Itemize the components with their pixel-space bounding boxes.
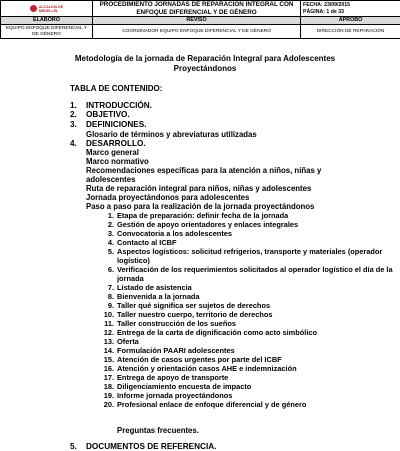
step-number: 2. [107,220,114,229]
seal-icon [30,5,37,12]
toc-list [70,101,152,129]
preguntas-frecuentes: Preguntas frecuentes. [117,426,199,435]
step-number: 8. [107,292,114,301]
step-text: Taller nuestro cuerpo, territorio de derechos [117,310,273,319]
subitem-recomendaciones: Recomendaciones específicas para la atención a niños, niñas y [86,166,322,175]
role-reviso: REVISÓ [93,17,301,25]
step-text: Profesional enlace de enfoque diferencial y de género [117,400,307,409]
name-reviso: COORDINADOR EQUIPO ENFOQUE DIFERENCIAL Y DE GÉNERO [93,25,301,39]
step-item [102,355,400,364]
toc-section-2: 2. OBJETIVO. [70,110,130,120]
toc-list-desarrollo [70,139,146,148]
subitem-marco-general: Marco general [86,148,139,157]
subitem-jornada: Jornada proyectándonos para adolescentes [86,193,250,202]
step-number: 13. [103,337,114,346]
toc-section-4: 4. DESARROLLO. [70,139,146,148]
step-text: Convocatoria a los adolescentes [117,229,233,238]
step-item [102,238,400,247]
logo-cell [1,1,93,17]
name-elaboro: EQUIPO ENFOQUE DIFERENCIAL Y DE GÉNERO [1,25,93,39]
step-text: Entrega de la carta de dignificación como acto simbólico [117,328,318,337]
step-item [102,337,400,346]
toc-section-1: 1. INTRODUCCIÓN. [70,101,152,110]
subitem-paso-a-paso: Paso a paso para la realización de la jornada proyectándonos [86,202,315,211]
step-text: Taller construcción de los sueños [117,319,236,328]
role-elaboro: ELABORÓ [1,17,93,25]
step-number: 5. [107,247,114,256]
step-number: 16. [103,364,114,373]
step-number: 7. [107,283,114,292]
step-number: 11. [104,319,114,328]
step-number: 3. [107,229,114,238]
steps-list [86,211,400,409]
step-text: Etapa de preparación: definir fecha de la jornada [117,211,289,220]
step-text: Verificación de los requerimientos solicitados al operador logístico el día de la jornada [117,265,393,283]
toc-section-5: 5. DOCUMENTOS DE REFERENCIA. [70,442,217,451]
subitem-marco-normativo: Marco normativo [86,157,149,166]
document-header [0,0,400,39]
step-text: Aspectos logísticos: solicitud refrigerios, transporte y materiales (operador logístico) [117,247,383,265]
step-text: Entrega de apoyo de transporte [117,373,229,382]
alcaldia-logo [3,5,90,13]
step-text: Informe jornada proyectándonos [117,391,233,400]
step-item [102,211,400,220]
step-item [102,292,400,301]
step-text: Atención y orientación casos AHE e indemnización [117,364,297,373]
step-text: Oferta [117,337,139,346]
desarrollo-subitems [70,148,400,409]
step-number: 14. [103,346,114,355]
subitem-recomendaciones-cont: adolescentes [86,175,136,184]
step-item [102,364,400,373]
toc-section-3: 3. DEFINICIONES. [70,119,147,129]
step-item [102,346,400,355]
step-item [102,382,400,391]
step-text: Bienvenida a la jornada [117,292,200,301]
step-number: 1. [107,211,114,220]
step-text: Contacto al ICBF [117,238,177,247]
procedure-title: PROCEDIMIENTO JORNADAS DE REPARACIÓN INTEGRAL CON ENFOQUE DIFERENCIAL Y DE GÉNERO [93,1,301,17]
step-number: 4. [107,238,114,247]
step-number: 17. [103,373,114,382]
step-item [102,400,400,409]
step-text: Formulación PAARI adolescentes [117,346,235,355]
definiciones-subitem: Glosario de términos y abreviaturas utilizadas [86,130,257,139]
step-text: Taller qué significa ser sujetos de derechos [117,301,271,310]
step-number: 9. [107,301,114,310]
step-item [102,310,400,319]
name-aprobo: DIRECCIÓN DE REPARACIÓN [301,25,400,39]
step-number: 10. [103,310,114,319]
toc-heading: TABLA DE CONTENIDO: [70,84,163,93]
document-title: Metodología de la jornada de Reparación Integral para Adolescentes Proyectándonos [74,54,336,73]
step-number: 6. [107,265,114,274]
step-item [102,229,400,238]
logo-text: ALCALDÍA DE MEDELLÍN [38,4,64,13]
step-number: 19. [103,391,114,400]
subitem-ruta: Ruta de reparación integral para niños, niñas y adolescentes [86,184,312,193]
step-item [102,301,400,310]
step-number: 12. [103,328,114,337]
step-item [102,265,400,283]
pagina-label: PÁGINA: 1 de 33 [303,8,344,15]
step-text: Listado de asistencia [117,283,192,292]
step-item [102,373,400,382]
step-text: Diligenciamiento encuesta de impacto [117,382,252,391]
step-item [102,391,400,400]
step-item [102,283,400,292]
fecha-cell: FECHA: 23/09/2015 PÁGINA: 1 de 33 [301,1,400,17]
step-item [102,247,400,265]
step-item [102,319,400,328]
step-text: Gestión de apoyo orientadores y enlaces integrales [117,220,299,229]
step-number: 18. [103,382,114,391]
step-number: 15. [103,355,114,364]
step-text: Atención de casos urgentes por parte del ICBF [117,355,282,364]
step-item [102,220,400,229]
role-aprobo: APROBÓ [301,17,400,25]
step-number: 20. [103,400,114,409]
step-item [102,328,400,337]
